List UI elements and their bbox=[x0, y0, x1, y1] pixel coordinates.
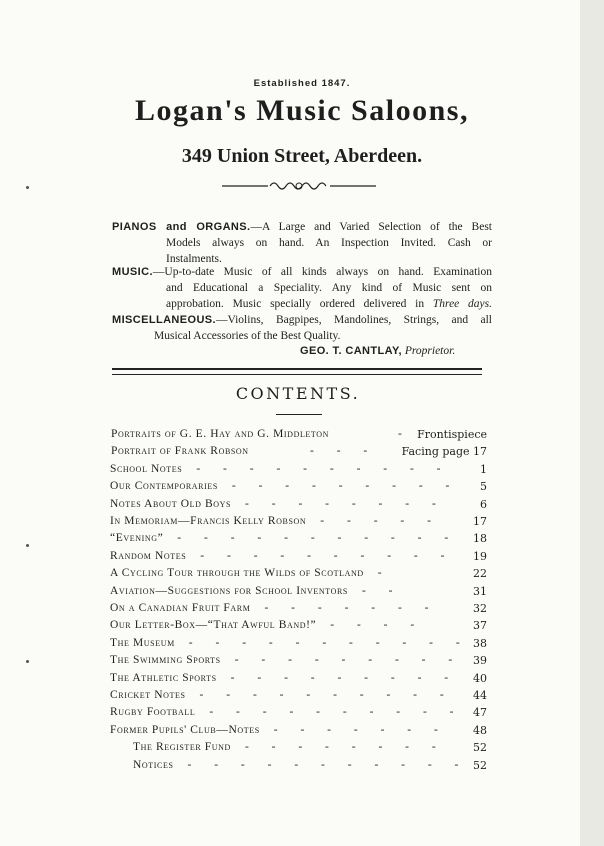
toc-entry bbox=[110, 532, 487, 548]
toc-entry-page: 5 bbox=[480, 480, 487, 494]
toc-entry-page: 1 bbox=[480, 462, 487, 476]
toc-entry bbox=[111, 428, 487, 444]
toc-entry-page: 47 bbox=[473, 706, 487, 720]
shop-title: Logan's Music Saloons, bbox=[135, 94, 469, 127]
ad-pianos-text-3: Instalments. bbox=[166, 253, 222, 265]
toc-entry-leader: - - - - - - - - - - - bbox=[187, 758, 469, 771]
toc-entry-leader: - - - - - - - - - - bbox=[196, 462, 451, 475]
toc-entry-page: 37 bbox=[473, 619, 487, 633]
toc-entry-title: Our Letter-Box—“That Awful Band!” bbox=[110, 619, 317, 632]
ornament-divider bbox=[222, 178, 376, 194]
toc-entry bbox=[133, 741, 487, 757]
toc-entry-page: 17 bbox=[473, 515, 487, 528]
toc-entry-leader: - - - - - bbox=[320, 515, 441, 527]
toc-entry bbox=[110, 724, 487, 740]
toc-entry-title: The Athletic Sports bbox=[110, 671, 217, 684]
toc-entry-leader: - - - - bbox=[330, 619, 425, 632]
toc-entry-title: Notices bbox=[133, 758, 174, 771]
toc-entry-leader: - - - bbox=[310, 445, 378, 458]
toc-entry-leader: - - - - - - - - - - - bbox=[188, 636, 470, 649]
toc-entry-leader: - - - - - - - - - - bbox=[200, 549, 455, 562]
toc-entry-page: 40 bbox=[473, 671, 487, 685]
toc-entry-leader: - bbox=[377, 567, 392, 580]
toc-entry-title: Random Notes bbox=[110, 549, 187, 562]
established-line: Established 1847. bbox=[253, 78, 351, 89]
toc-entry-page: 31 bbox=[473, 584, 487, 598]
ad-music-text-2: and Educational a Speciality. Any kind of Music sent on bbox=[166, 282, 492, 294]
double-rule-divider bbox=[112, 368, 482, 375]
toc-entry bbox=[110, 480, 487, 496]
toc-entry bbox=[110, 463, 487, 479]
toc-entry-title: Our Contemporaries bbox=[110, 480, 218, 493]
toc-entry bbox=[110, 637, 487, 653]
ad-misc-text-2: Musical Accessories of the Best Quality. bbox=[154, 330, 341, 342]
proprietor-name: GEO. T. CANTLAY, bbox=[300, 345, 402, 357]
toc-entry-leader: - - - - - - - bbox=[264, 602, 439, 614]
toc-entry bbox=[110, 689, 487, 705]
toc-entry bbox=[110, 619, 487, 635]
proprietor-signature bbox=[300, 345, 455, 357]
ad-miscellaneous bbox=[112, 312, 492, 344]
toc-entry-page: 19 bbox=[473, 549, 487, 563]
scan-speck bbox=[26, 186, 29, 189]
toc-entry bbox=[110, 550, 487, 566]
toc-entry-page: 48 bbox=[473, 723, 487, 737]
toc-entry-title: The Swimming Sports bbox=[110, 654, 221, 667]
toc-entry-leader: - - - - - - - - - bbox=[230, 671, 459, 684]
toc-entry bbox=[110, 672, 487, 688]
ad-music-text-1: —Up-to-date Music of all kinds always on hand. Examination bbox=[152, 266, 492, 278]
contents-underline bbox=[276, 414, 322, 415]
ad-music bbox=[112, 264, 492, 312]
ad-pianos-text-1: —A Large and Varied Selection of the Best bbox=[250, 221, 492, 233]
toc-entry-page: 44 bbox=[473, 689, 487, 702]
toc-entry-title: Cricket Notes bbox=[110, 689, 186, 701]
toc-entry-page: 38 bbox=[473, 636, 487, 650]
ad-pianos-organs bbox=[112, 219, 492, 267]
toc-entry-leader: - - - - - - - - - - bbox=[209, 706, 464, 719]
ad-music-emphasis: Three days. bbox=[432, 298, 492, 310]
toc-entry-page: 22 bbox=[473, 567, 487, 581]
toc-entry-page: 52 bbox=[473, 758, 487, 772]
toc-entry-title: “Evening” bbox=[110, 532, 164, 545]
toc-entry bbox=[110, 585, 487, 601]
ad-music-heading: MUSIC. bbox=[112, 266, 153, 278]
toc-entry-leader: - - - - - - - bbox=[273, 723, 448, 736]
ad-misc-text-1: —Violins, Bagpipes, Mandolines, Strings, and all bbox=[216, 314, 492, 326]
toc-entry bbox=[111, 445, 487, 461]
toc-entry-title: Former Pupils' Club—Notes bbox=[110, 723, 260, 736]
toc-entry bbox=[110, 498, 487, 514]
toc-entry-page: Frontispiece bbox=[417, 428, 487, 441]
toc-entry-leader: - - - - - - - - - - - bbox=[177, 532, 459, 545]
ad-pianos-heading: PIANOS and ORGANS. bbox=[112, 221, 251, 233]
toc-entry bbox=[110, 567, 487, 583]
toc-entry-title: School Notes bbox=[110, 462, 183, 475]
toc-entry-page: Facing page 17 bbox=[401, 445, 487, 459]
toc-entry-leader: - - bbox=[361, 584, 403, 597]
toc-entry-title: The Museum bbox=[110, 636, 175, 649]
ad-music-text-3: approbation. Music specially ordered delivered in bbox=[166, 298, 433, 310]
toc-entry-page: 39 bbox=[473, 654, 487, 668]
ad-misc-heading: MISCELLANEOUS. bbox=[112, 314, 216, 326]
toc-entry-title: In Memoriam—Francis Kelly Robson bbox=[110, 515, 307, 527]
toc-entry-page: 6 bbox=[480, 497, 487, 511]
toc-entry bbox=[110, 515, 487, 531]
toc-entry-leader: - - - - - - - - bbox=[245, 497, 446, 510]
toc-entry-title: Rugby Football bbox=[110, 706, 196, 719]
toc-entry-title: The Register Fund bbox=[133, 741, 231, 754]
ad-pianos-text-2: Models always on hand. An Inspection Invited. Cash or bbox=[166, 237, 492, 249]
scan-speck bbox=[26, 544, 29, 547]
toc-entry-leader: - - - - - - - - - bbox=[231, 480, 460, 493]
shop-address: 349 Union Street, Aberdeen. bbox=[181, 145, 423, 167]
contents-heading: CONTENTS. bbox=[235, 384, 361, 403]
toc-entry-title: Portrait of Frank Robson bbox=[111, 445, 249, 458]
proprietor-role: Proprietor. bbox=[404, 345, 456, 357]
toc-entry-title: A Cycling Tour through the Wilds of Scotland bbox=[110, 567, 364, 580]
toc-entry-leader: - - - - - - - - - bbox=[234, 654, 463, 667]
toc-entry-title: Portraits of G. E. Hay and G. Middleton bbox=[111, 428, 330, 440]
toc-entry-title: Notes About Old Boys bbox=[110, 497, 232, 510]
toc-entry bbox=[110, 602, 487, 618]
toc-entry bbox=[133, 759, 487, 775]
toc-entry-page: 18 bbox=[473, 532, 487, 546]
toc-entry-title: Aviation—Suggestions for School Inventors bbox=[110, 584, 348, 597]
toc-entry-leader: - bbox=[398, 428, 412, 440]
toc-entry-leader: - - - - - - - - - - bbox=[199, 689, 454, 701]
scan-speck bbox=[26, 660, 29, 663]
toc-entry-title: On a Canadian Fruit Farm bbox=[110, 602, 251, 614]
toc-entry-page: 52 bbox=[473, 741, 487, 755]
toc-entry-leader: - - - - - - - - bbox=[244, 741, 446, 754]
toc-entry bbox=[110, 706, 487, 722]
toc-entry bbox=[110, 654, 487, 670]
toc-entry-page: 32 bbox=[473, 602, 487, 615]
